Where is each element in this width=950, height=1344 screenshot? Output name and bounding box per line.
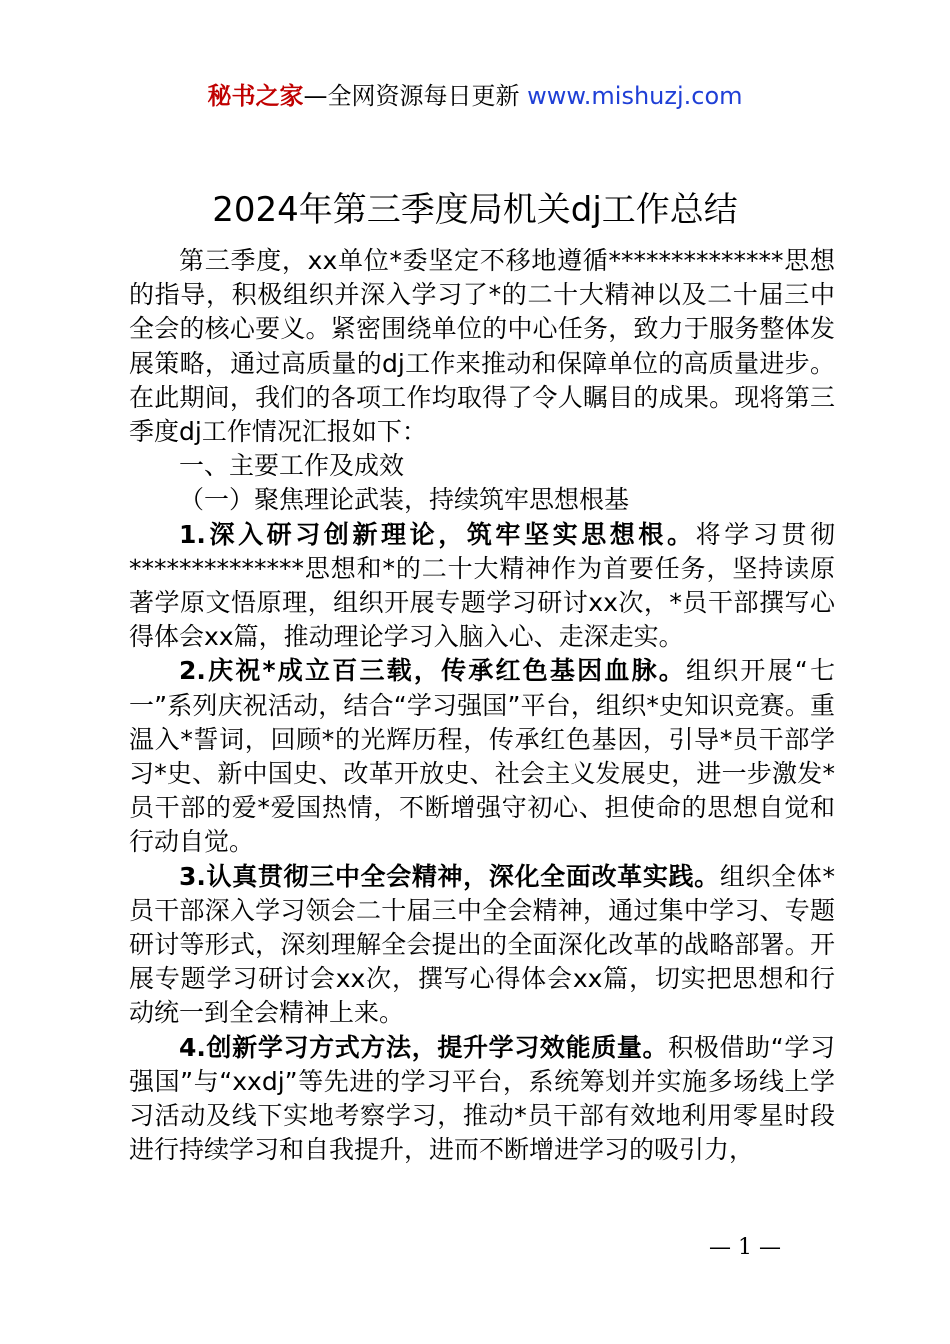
- item-body-3: 组织全体*员干部深入学习领会二十届三中全会精神，通过集中学习、专题研讨等形式，深刻理解全会提出的全面深化改革的战略部署。开展专题学习研讨会xx次，撰写心得体会xx篇，切实把思想和行动统一到全会精神上来。: [129, 861, 835, 1028]
- item-body-4: 积极借助“学习强国”与“xxdj”等先进的学习平台，系统筹划并实施多场线上学习活动及线下实地考察学习，推动*员干部有效地利用零星时段进行持续学习和自我提升，进而不断增进学习的吸引力，: [129, 1032, 835, 1165]
- banner-url-link[interactable]: www.mishuzj.com: [527, 82, 743, 110]
- item-lead-2: 2.庆祝*成立百三载，传承红色基因血脉。: [179, 656, 686, 686]
- document-body: [129, 244, 835, 1167]
- intro-paragraph: 第三季度，xx单位*委坚定不移地遵循**************思想的指导，积极组织并深入学习了*的二十大精神以及二十届三中全会的核心要义。紧密围绕单位的中心任务，致力于服务整体发展策略，通过高质量的dj工作来推动和保障单位的高质量进步。在此期间，我们的各项工作均取得了令人瞩目的成果。现将第三季度dj工作情况汇报如下：: [129, 246, 835, 447]
- item-lead-3: 3.认真贯彻三中全会精神，深化全面改革实践。: [179, 861, 720, 891]
- site-banner: [0, 80, 950, 112]
- banner-brand: 秘书之家: [207, 82, 304, 110]
- banner-tagline: —全网资源每日更新: [303, 82, 520, 110]
- item-body-1: 将学习贯彻**************思想和*的二十大精神作为首要任务，坚持读原著学原文悟原理，组织开展专题学习研讨xx次，*员干部撰写心得体会xx篇，推动理论学习入脑入心、走深走实。: [129, 519, 835, 652]
- document-title: 2024年第三季度局机关dj工作总结: [212, 190, 738, 230]
- item-paragraph-3: [129, 860, 835, 1031]
- page-number: — 1 —: [709, 1235, 781, 1260]
- item-body-2: 组织开展“七一”系列庆祝活动，结合“学习强国”平台，组织*史知识竞赛。重温入*誓词，回顾*的光辉历程，传承红色基因，引导*员干部学习*史、新中国史、改革开放史、社会主义发展史，进一步激发*员干部的爱*爱国热情，不断增强守初心、担使命的思想自觉和行动自觉。: [129, 656, 836, 857]
- item-paragraph-4: [129, 1031, 835, 1168]
- section-heading: 一、主要工作及成效: [179, 451, 405, 481]
- item-lead-4: 4.创新学习方式方法，提升学习效能质量。: [179, 1032, 669, 1062]
- item-lead-1: 1.深入研习创新理论，筑牢坚实思想根。: [179, 519, 696, 549]
- subsection-heading: （一）聚焦理论武装，持续筑牢思想根基: [179, 485, 630, 515]
- item-paragraph-1: [129, 518, 835, 655]
- item-paragraph-2: [129, 654, 835, 859]
